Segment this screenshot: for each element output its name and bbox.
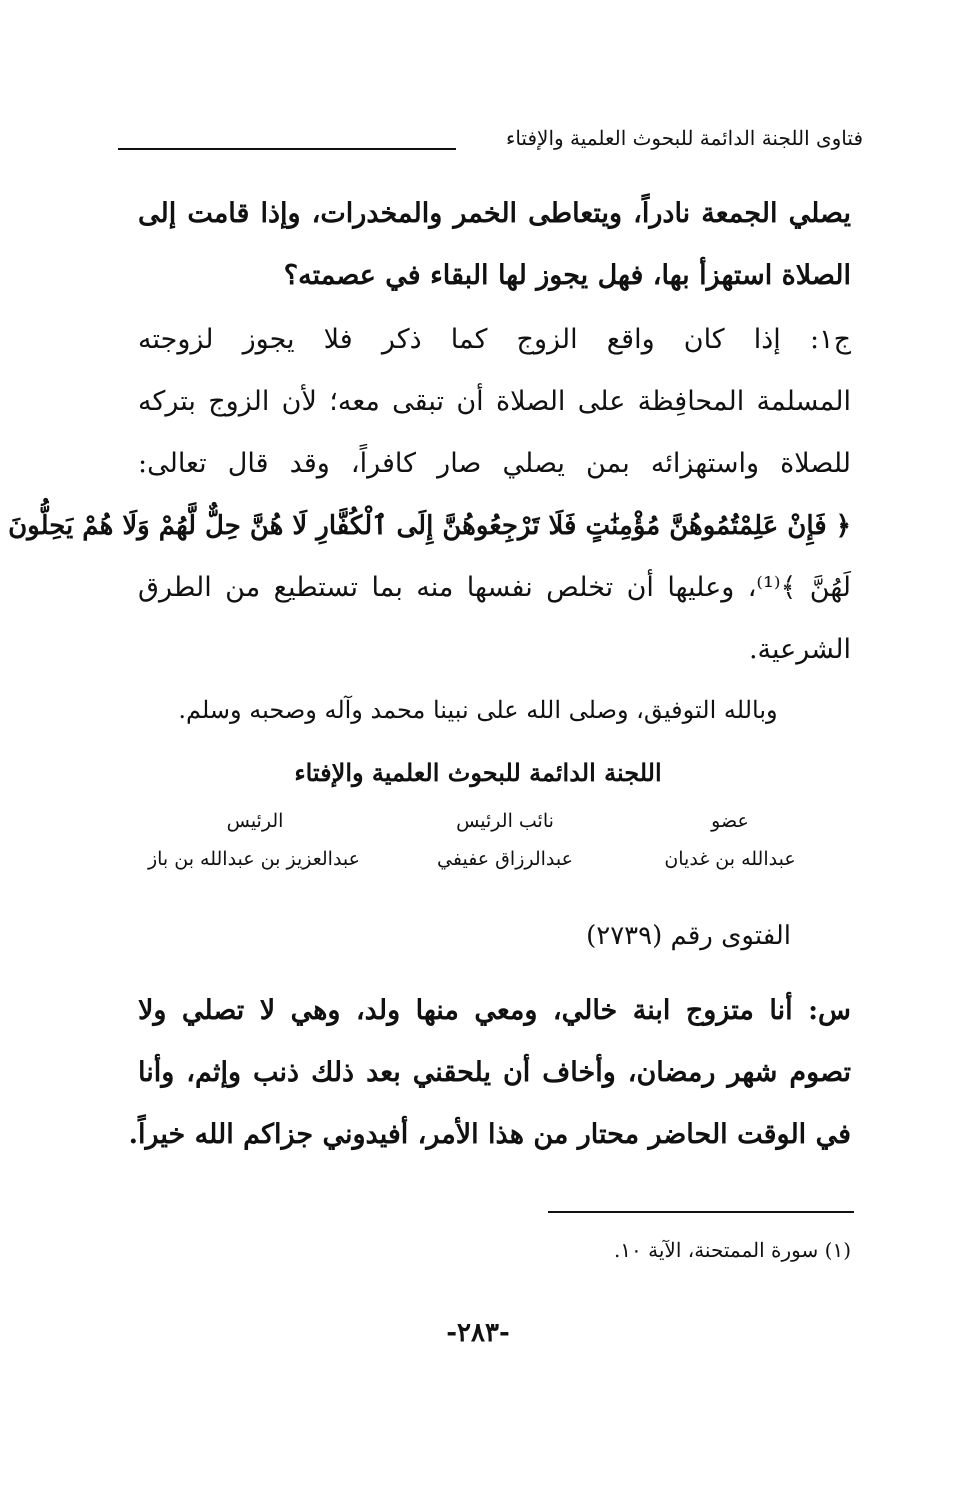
header-title: فتاوى اللجنة الدائمة للبحوث العلمية والإفتاء xyxy=(505,126,863,150)
quran-verse: ﴿ فَإِنْ عَلِمْتُمُوهُنَّ مُؤْمِنَٰتٍ فَلَا تَرْجِعُوهُنَّ إِلَى ٱلْكُفَّارِ لَا هُنَّ حِلٌّ لَّهُمْ وَلَا هُمْ يَحِلُّونَ xyxy=(8,511,851,541)
question-2-line: س: أنا متزوج ابنة خالي، ومعي منها ولد، وهي لا تصلي ولا xyxy=(138,995,851,1026)
signature-name: عبدالعزيز بن عبدالله بن باز xyxy=(147,848,360,870)
running-header xyxy=(118,126,863,166)
question-1-line: الصلاة استهزأ بها، فهل يجوز لها البقاء في عصمته؟ xyxy=(283,260,851,291)
signature-name: عبدالله بن غديان xyxy=(664,848,796,870)
footnote-rule xyxy=(548,1211,854,1213)
committee-name: اللجنة الدائمة للبحوث العلمية والإفتاء xyxy=(294,758,662,787)
question-2 xyxy=(128,980,851,1166)
signature-member xyxy=(650,810,810,870)
question-1 xyxy=(138,183,851,307)
answer-1-line: ج١: إذا كان واقع الزوج كما ذكر فلا يجوز لزوجته xyxy=(138,324,851,355)
signature-name: عبدالرزاق عفيفي xyxy=(437,848,573,870)
fatwa-number-title: الفتوى رقم (٢٧٣٩) xyxy=(586,921,791,951)
signature-president xyxy=(147,810,360,870)
footnote: (١) سورة الممتحنة، الآية ١٠. xyxy=(613,1238,851,1262)
closing-prayer: وبالله التوفيق، وصلى الله على نبينا محمد وآله وصحبه وسلم. xyxy=(178,696,778,724)
signature-vice-president xyxy=(415,810,595,870)
answer-1-line: لَهُنَّ ﴾⁽¹⁾، وعليها أن تخلص نفسها منه بما تستطيع من الطرق xyxy=(138,572,851,603)
question-2-line: تصوم شهر رمضان، وأخاف أن يلحقني بعد ذلك ذنب وإثم، وأنا xyxy=(138,1057,851,1088)
signature-role: نائب الرئيس xyxy=(456,810,554,832)
answer-1-line: الشرعية. xyxy=(748,634,851,665)
signature-role: الرئيس xyxy=(226,810,284,832)
header-rule xyxy=(118,148,456,150)
page-number: -٢٨٣- xyxy=(446,1318,510,1348)
answer-1 xyxy=(8,309,851,681)
question-2-line: في الوقت الحاضر محتار من هذا الأمر، أفيدوني جزاكم الله خيراً. xyxy=(128,1119,851,1150)
answer-1-line: المسلمة المحافِظة على الصلاة أن تبقى معه؛ لأن الزوج بتركه xyxy=(138,386,851,417)
signature-role: عضو xyxy=(711,810,749,832)
question-1-line: يصلي الجمعة نادراً، ويتعاطى الخمر والمخدرات، وإذا قامت إلى xyxy=(138,198,851,229)
answer-1-line: للصلاة واستهزائه بمن يصلي صار كافراً، وقد قال تعالى: xyxy=(138,448,851,479)
